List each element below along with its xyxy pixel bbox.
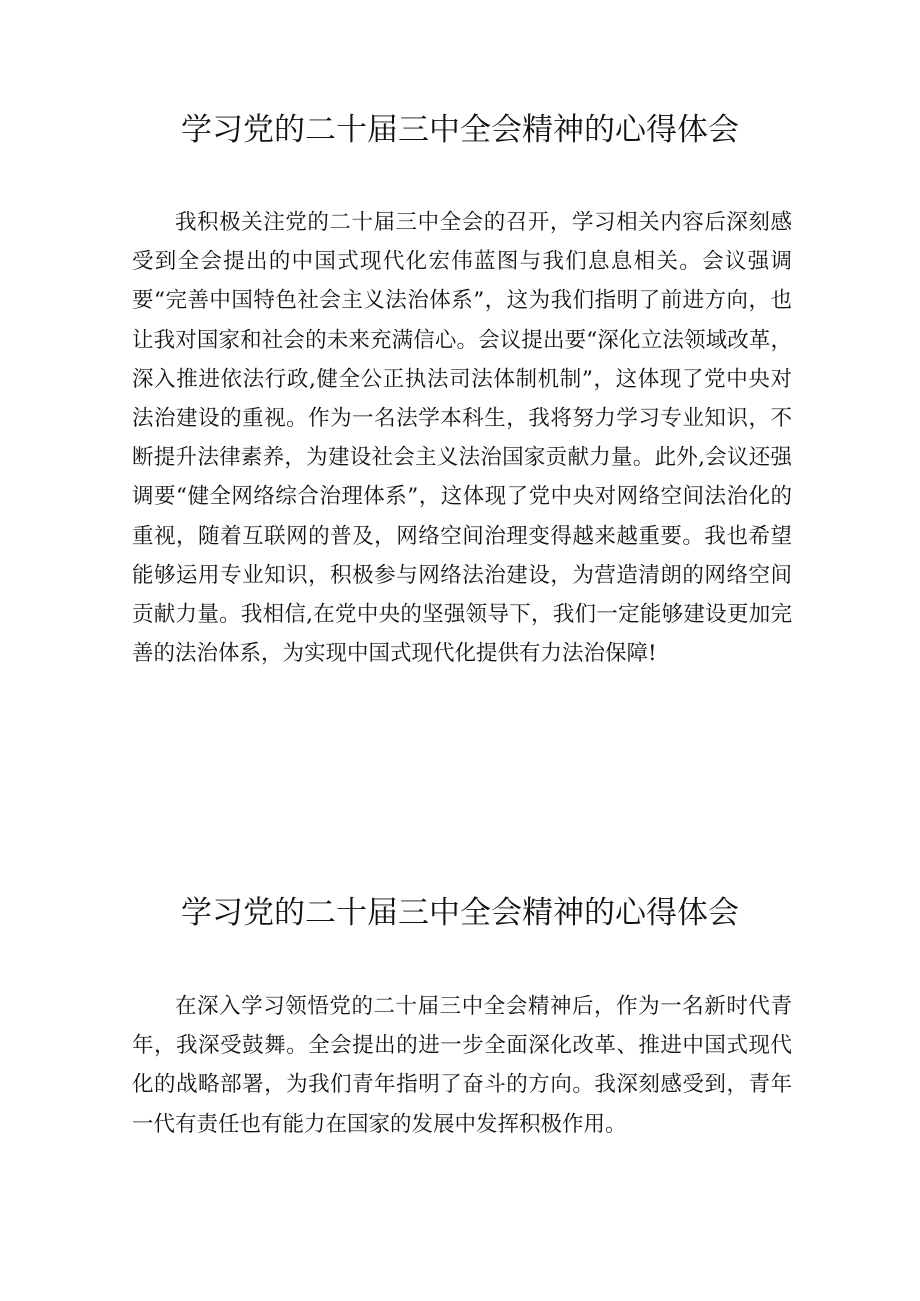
section-body: 我积极关注党的二十届三中全会的召开，学习相关内容后深刻感受到全会提出的中国式现代化宏伟蓝图与我们息息相关。会议强调要“完善中国特色社会主义法治体系”，这为我们指明了前进方向，也让我对国家和社会的未来充满信心。会议提出要“深化立法领域改革，深入推进依法行政,健全公正执法司法体制机制”，这体现了党中央对法治建设的重视。作为一名法学本科生，我将努力学习专业知识，不断提升法律素养，为建设社会主义法治国家贡献力量。此外,会议还强调要“健全网络综合治理体系”，这体现了党中央对网络空间法治化的重视，随着互联网的普及，网络空间治理变得越来越重要。我也希望能够运用专业知识，积极参与网络法治建设，为营造清朗的网络空间贡献力量。我相信,在党中央的坚强领导下，我们一定能够建设更加完善的法治体系，为实现中国式现代化提供有力法治保障! — [132, 210, 792, 667]
section-title: 学习党的二十届三中全会精神的心得体会 — [181, 895, 739, 931]
section-title: 学习党的二十届三中全会精神的心得体会 — [181, 112, 739, 148]
section-body: 在深入学习领悟党的二十届三中全会精神后，作为一名新时代青年，我深受鼓舞。全会提出的进一步全面深化改革、推进中国式现代化的战略部署，为我们青年指明了奋斗的方向。我深刻感受到，青年一代有责任也有能力在国家的发展中发挥积极作用。 — [132, 994, 792, 1137]
